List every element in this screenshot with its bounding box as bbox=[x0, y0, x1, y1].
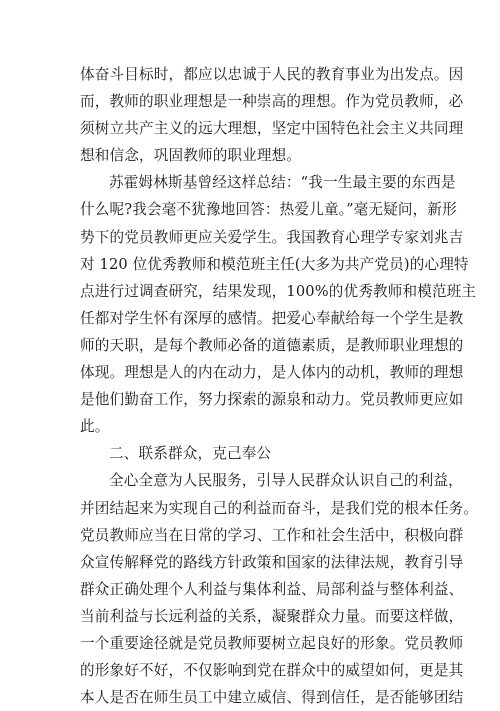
section-heading: 二、联系群众，克己奉公 bbox=[109, 445, 272, 463]
paragraph-start-line: 全心全意为人民服务，引导人民群众认识自己的利益， bbox=[109, 472, 463, 490]
text-line: 须树立共产主义的远大理想，坚定中国特色社会主义共同理 bbox=[80, 120, 464, 138]
text-line: 任都对学生怀有深厚的感情。把爱心奉献给每一个学生是教 bbox=[80, 309, 464, 327]
text-line: 众宣传解释党的路线方针政策和国家的法律法规，教育引导 bbox=[80, 553, 464, 571]
paragraph-start-line: 苏霍姆林斯基曾经这样总结：“我一生最主要的东西是 bbox=[109, 174, 456, 192]
text-line: 而，教师的职业理想是一种崇高的理想。作为党员教师，必 bbox=[80, 93, 464, 111]
text-line: 本人是否在师生员工中建立威信、得到信任，是否能够团结 bbox=[80, 689, 464, 707]
text-line: 一个重要途径就是党员教师要树立起良好的形象。党员教师 bbox=[80, 634, 464, 652]
text-line: 点进行过调查研究，结果发现，100%的优秀教师和模范班主 bbox=[80, 282, 477, 300]
text-line: 师的天职，是每个教师必备的道德素质，是教师职业理想的 bbox=[80, 336, 464, 354]
text-line: 群众正确处理个人利益与集体利益、局部利益与整体利益、 bbox=[80, 580, 464, 598]
text-line: 的形象好不好，不仅影响到党在群众中的威望如何，更是其 bbox=[80, 662, 464, 680]
text-line: 是他们勤奋工作，努力探索的源泉和动力。党员教师更应如 bbox=[80, 391, 464, 409]
text-line: 党员教师应当在日常的学习、工作和社会生活中，积极向群 bbox=[80, 526, 464, 544]
document-body bbox=[80, 61, 479, 711]
text-line: 体奋斗目标时，都应以忠诚于人民的教育事业为出发点。因 bbox=[80, 66, 464, 83]
text-line: 并团结起来为实现自己的利益而奋斗，是我们党的根本任务。 bbox=[80, 499, 479, 517]
text-line: 想和信念，巩固教师的职业理想。 bbox=[80, 147, 302, 165]
text-line: 当前利益与长远利益的关系，凝聚群众力量。而要这样做， bbox=[80, 607, 464, 625]
text-line: 此。 bbox=[80, 418, 110, 436]
text-line: 体现。理想是人的内在动力，是人体内的动机，教师的理想 bbox=[80, 364, 464, 382]
text-line: 势下的党员教师更应关爱学生。我国教育心理学专家刘兆吉 bbox=[80, 228, 464, 246]
text-line: 什么呢?我会毫不犹豫地回答：热爱儿童。”毫无疑问，新形 bbox=[80, 201, 457, 219]
text-line: 对 120 位优秀教师和模范班主任(大多为共产党员)的心理特 bbox=[80, 255, 469, 273]
